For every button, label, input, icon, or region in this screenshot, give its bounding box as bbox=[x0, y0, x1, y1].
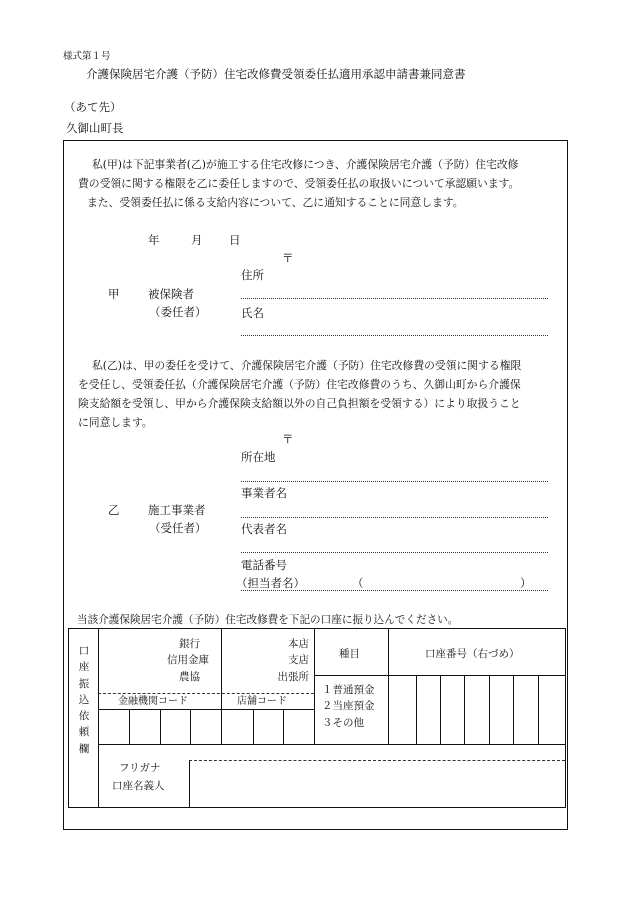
contractor-business-line[interactable] bbox=[241, 517, 548, 518]
insured-postal-mark: 〒 bbox=[282, 251, 294, 265]
contractor-business-label: 事業者名 bbox=[241, 486, 287, 500]
bank-side-char: 欄 bbox=[78, 742, 90, 755]
contractor-location-label: 所在地 bbox=[241, 450, 276, 464]
insured-address-line[interactable] bbox=[241, 298, 548, 299]
kind-current: ２当座預金 bbox=[322, 700, 375, 713]
contractor-contact-label: （担当者名） bbox=[236, 576, 305, 590]
branch-code-label: 店舗コード bbox=[237, 696, 287, 707]
contractor-postal-mark: 〒 bbox=[282, 432, 294, 446]
consent-2-line-3: 険支給額を受領し、甲から介護保険支給額以外の自己負担額を受領する）により取扱うこと bbox=[78, 397, 521, 410]
insured-name-line[interactable] bbox=[241, 335, 548, 336]
contractor-location-line[interactable] bbox=[241, 481, 548, 482]
consent-paragraph-1 bbox=[78, 155, 553, 212]
bank-side-char: 依 bbox=[78, 710, 90, 723]
insured-address-label: 住所 bbox=[241, 268, 264, 282]
contractor-paren-close: ） bbox=[520, 576, 532, 590]
contractor-rep-line[interactable] bbox=[241, 552, 548, 553]
bank-type-agri-coop: 農協 bbox=[179, 670, 200, 683]
consent-1-line-2: 費の受領に関する権限を乙に委任しますので、受領委任払の取扱いについて承認願います。 bbox=[78, 177, 520, 190]
contractor-phone-line[interactable] bbox=[241, 590, 548, 591]
bank-side-char: 口 bbox=[78, 645, 90, 657]
account-holder-input[interactable] bbox=[190, 761, 564, 806]
bank-transfer-table bbox=[68, 628, 566, 808]
bank-side-char: 振 bbox=[78, 677, 90, 690]
bank-type-credit-union: 信用金庫 bbox=[167, 654, 209, 667]
branch-type-branch: 支店 bbox=[288, 654, 309, 667]
contractor-party-label: 乙 bbox=[108, 503, 120, 517]
contractor-phone-label: 電話番号 bbox=[241, 558, 287, 572]
contractor-rep-label: 代表者名 bbox=[241, 522, 287, 536]
contractor-role-label: 施工事業者 bbox=[148, 503, 206, 517]
bank-type-list bbox=[167, 636, 209, 685]
consent-2-line-2: を受任し、受領委任払（介護保険居宅介護（予防）住宅改修費のうち、久御山町から介護保 bbox=[78, 378, 521, 391]
addressee-name: 久御山町長 bbox=[66, 121, 124, 135]
bank-side-char: 頼 bbox=[78, 726, 90, 739]
bank-side-char: 座 bbox=[78, 661, 90, 674]
kind-options bbox=[322, 682, 375, 731]
consent-1-line-1: 私(甲)は下記事業者(乙)が施工する住宅改修につき、介護保険居宅介護（予防）住宅改修 bbox=[92, 158, 519, 171]
kind-other: ３その他 bbox=[322, 716, 364, 729]
furigana-input[interactable] bbox=[190, 745, 564, 759]
kind-ordinary: １普通預金 bbox=[322, 684, 375, 696]
consent-paragraph-2 bbox=[78, 356, 553, 432]
date-month-label: 月 bbox=[191, 233, 203, 247]
consent-1-line-3: また、受領委任払に係る支給内容について、乙に通知することに同意します。 bbox=[87, 196, 464, 209]
form-number: 様式第１号 bbox=[63, 51, 111, 62]
furigana-label: フリガナ bbox=[119, 762, 161, 774]
bank-side-label bbox=[72, 643, 96, 757]
account-number-header: 口座番号（右づめ） bbox=[425, 648, 520, 660]
insured-role-sub: （委任者） bbox=[149, 305, 207, 319]
branch-type-list bbox=[265, 636, 309, 685]
insured-party-label: 甲 bbox=[108, 287, 120, 301]
account-holder-label: 口座名義人 bbox=[112, 780, 165, 792]
consent-2-line-4: に同意します。 bbox=[78, 416, 153, 429]
insured-name-label: 氏名 bbox=[241, 306, 264, 320]
addressee-label: （あて先） bbox=[64, 100, 122, 114]
kind-header: 種目 bbox=[339, 648, 360, 660]
insured-role-label: 被保険者 bbox=[148, 287, 194, 301]
bank-intro-text: 当該介護保険居宅介護（予防）住宅改修費を下記の口座に振り込んでください。 bbox=[77, 614, 459, 626]
bank-side-char: 込 bbox=[78, 693, 90, 706]
date-day-label: 日 bbox=[229, 233, 241, 247]
document-title: 介護保険居宅介護（予防）住宅改修費受領委任払適用承認申請書兼同意書 bbox=[86, 67, 466, 81]
contractor-role-sub: （受任者） bbox=[149, 521, 207, 535]
date-year-label: 年 bbox=[148, 233, 160, 247]
institution-code-label: 金融機関コード bbox=[118, 696, 188, 707]
bank-type-bank: 銀行 bbox=[179, 638, 200, 650]
branch-type-head: 本店 bbox=[288, 638, 309, 650]
contractor-paren-open: （ bbox=[352, 576, 364, 590]
consent-2-line-1: 私(乙)は、甲の委任を受けて、介護保険居宅介護（予防）住宅改修費の受領に関する権限 bbox=[92, 359, 522, 372]
branch-type-sub: 出張所 bbox=[277, 670, 309, 683]
